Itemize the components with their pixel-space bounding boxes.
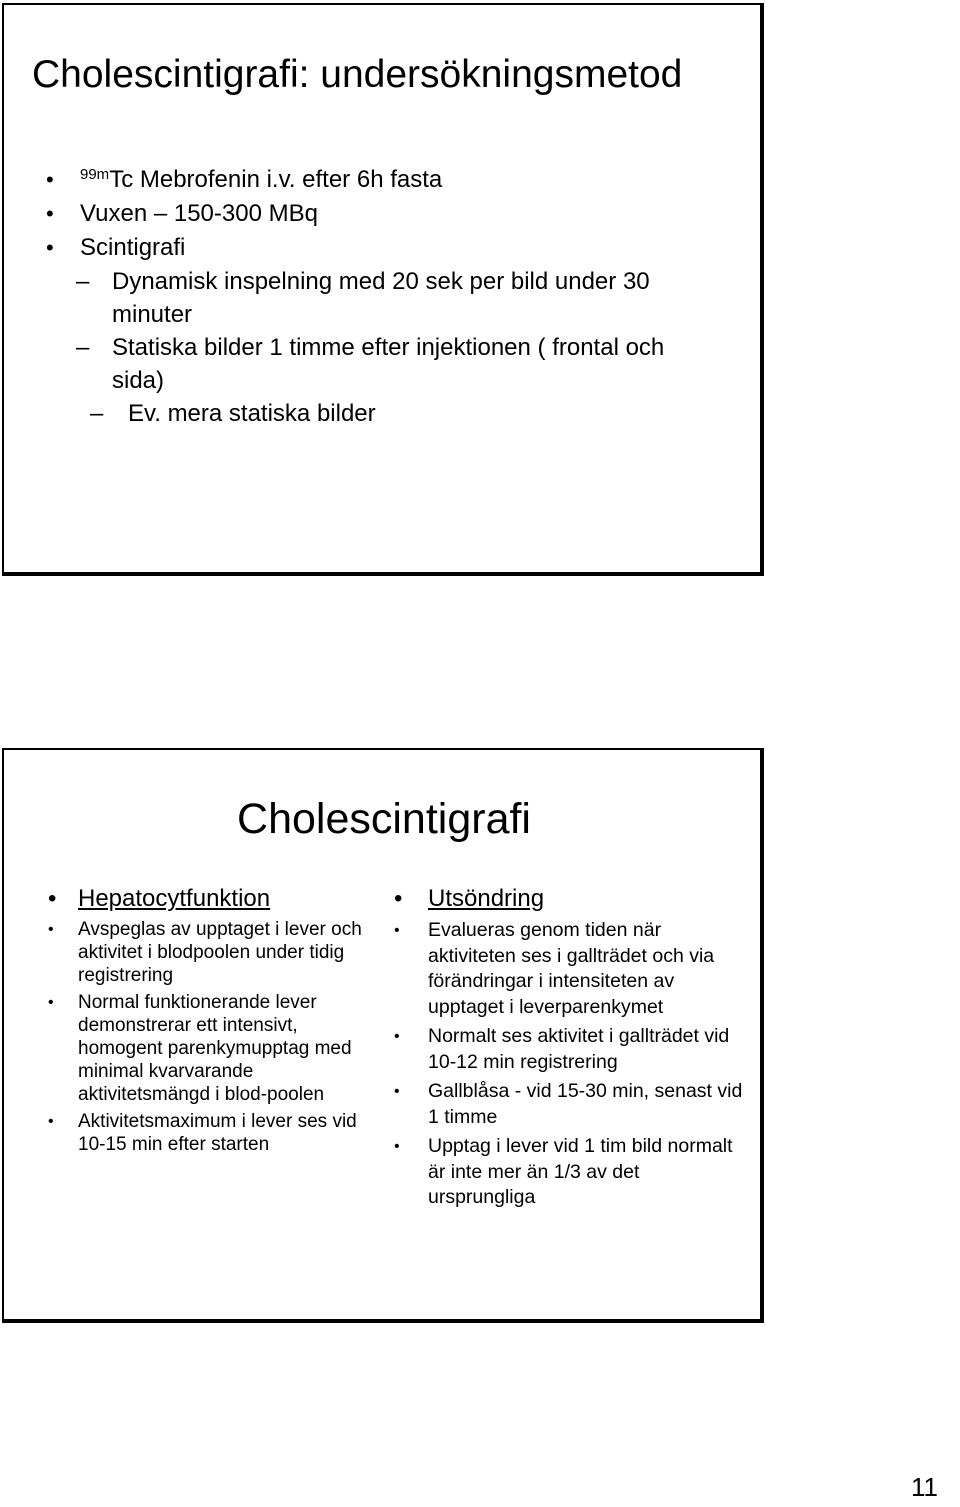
- list-item-text: Evalueras genom tiden när aktiviteten ses i gallträdet och via förändringar i intensiteten av upptaget i leverparenkymet: [428, 919, 715, 1018]
- list-item: [48, 1110, 368, 1156]
- bullet-icon: •: [46, 167, 54, 192]
- list-item-text: Normal funktionerande lever demonstrerar ett intensivt, homogent parenkymupptag med minimal kvarvarande aktivitetsmängd i blod-poolen: [78, 992, 352, 1105]
- bullet-icon: •: [394, 1028, 400, 1045]
- right-column-heading: [394, 884, 744, 914]
- bullet-icon: •: [394, 885, 403, 912]
- dash-icon: –: [90, 400, 104, 427]
- bullet-icon: •: [48, 921, 54, 938]
- sub-bullet-item: [4, 331, 712, 397]
- bullet-icon: •: [394, 1138, 400, 1155]
- list-item: [48, 918, 368, 987]
- page-number: 11: [911, 1472, 938, 1502]
- list-item: [394, 1024, 744, 1075]
- bullet-item: [4, 231, 744, 265]
- bullet-icon: •: [46, 235, 54, 260]
- list-item-text: Gallblåsa - vid 15-30 min, senast vid 1 timme: [428, 1080, 743, 1128]
- bullet-item: [4, 197, 744, 231]
- slide-2-title: Cholescintigrafi: [237, 795, 531, 843]
- slide-1-title: Cholescintigrafi: undersökningsmetod: [32, 53, 683, 96]
- sub-bullet-item: [4, 265, 712, 331]
- bullet-icon: •: [394, 922, 400, 939]
- sub-bullet-text: Statiska bilder 1 timme efter injektionen ( frontal och sida): [112, 334, 665, 394]
- slide-1-bullet-list: [4, 163, 744, 430]
- list-item-text: Avspeglas av upptaget i lever och aktivitet i blodpoolen under tidig registrering: [78, 919, 362, 986]
- bullet-icon: •: [48, 994, 54, 1011]
- list-item-text: Upptag i lever vid 1 tim bild normalt är inte mer än 1/3 av det ursprungliga: [428, 1135, 733, 1208]
- bullet-icon: •: [46, 201, 54, 226]
- bullet-text: Vuxen – 150-300 MBq: [80, 200, 318, 227]
- slide-2: [2, 748, 764, 1323]
- sub-bullet-text: Dynamisk inspelning med 20 sek per bild under 30 minuter: [112, 268, 650, 328]
- bullet-item: [4, 163, 744, 197]
- list-item-text: Aktivitetsmaximum i lever ses vid 10-15 min efter starten: [78, 1111, 357, 1155]
- bullet-text: Tc Mebrofenin i.v. efter 6h fasta: [109, 166, 443, 193]
- list-item: [394, 918, 744, 1020]
- dash-icon: –: [76, 268, 90, 295]
- bullet-icon: •: [48, 1113, 54, 1130]
- left-column-heading: [48, 884, 368, 914]
- sub-bullet-item: [4, 397, 728, 430]
- dash-icon: –: [76, 334, 90, 361]
- list-item: [394, 1079, 744, 1130]
- bullet-icon: •: [394, 1083, 400, 1100]
- bullet-icon: •: [48, 885, 57, 912]
- bullet-text: Scintigrafi: [80, 234, 186, 261]
- list-item: [394, 1134, 744, 1211]
- heading-text: Hepatocytfunktion: [78, 885, 271, 912]
- left-column: [48, 884, 368, 1156]
- list-item-text: Normalt ses aktivitet i gallträdet vid 10-12 min registrering: [428, 1025, 730, 1073]
- slide-1: [2, 3, 764, 576]
- heading-text: Utsöndring: [428, 885, 545, 912]
- sub-bullet-text: Ev. mera statiska bilder: [128, 400, 376, 427]
- list-item: [48, 991, 368, 1106]
- isotope-superscript: 99m: [80, 166, 110, 183]
- right-column: [394, 884, 744, 1211]
